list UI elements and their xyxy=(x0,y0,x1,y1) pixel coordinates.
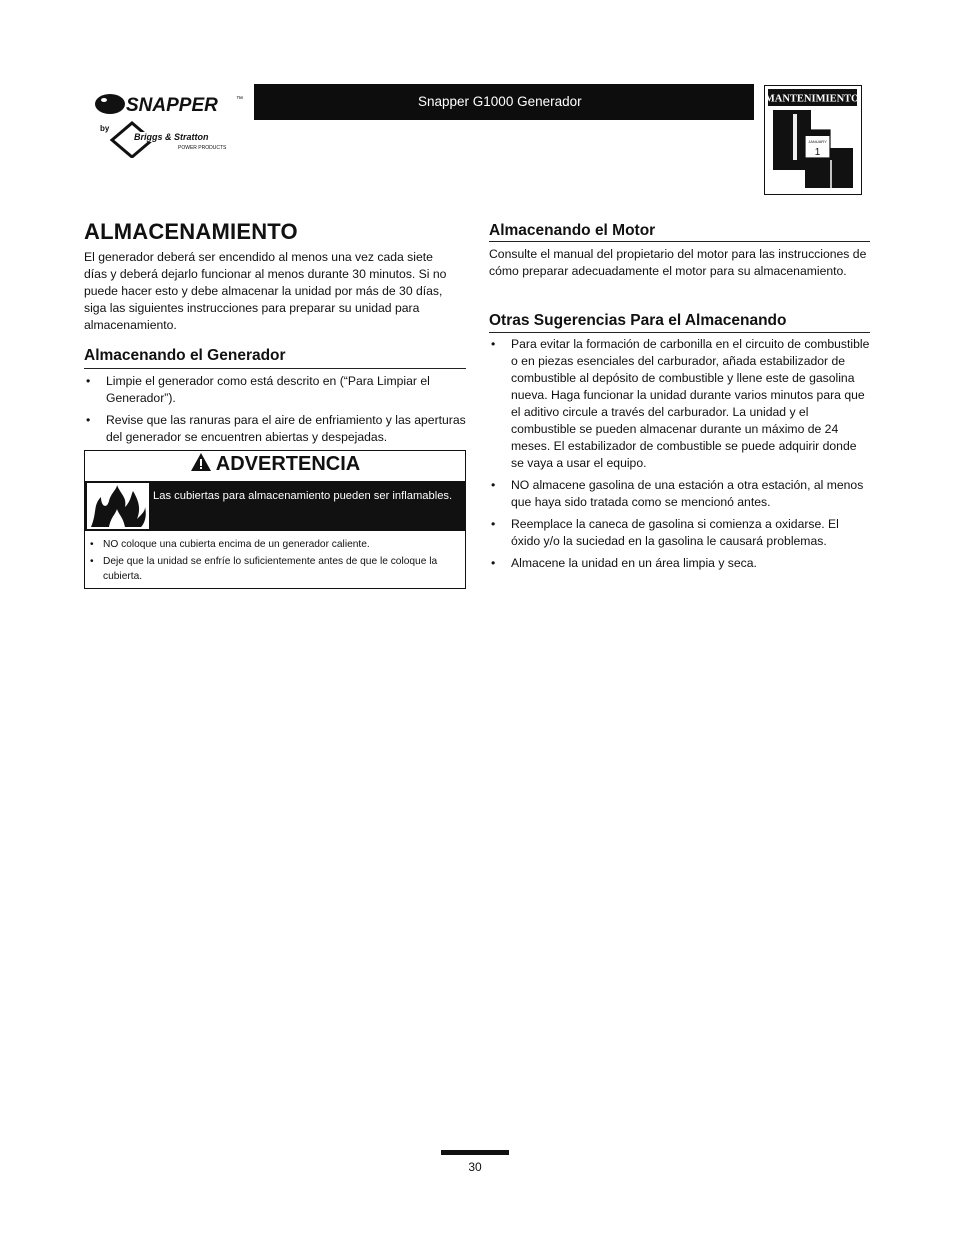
brand-text: SNAPPER xyxy=(126,95,218,116)
section-title: ALMACENAMIENTO xyxy=(84,219,298,244)
tips-list xyxy=(489,336,870,577)
warning-triangle-icon xyxy=(190,452,212,472)
svg-text:POWER PRODUCTS: POWER PRODUCTS xyxy=(178,145,227,151)
generator-heading: Almacenando el Generador xyxy=(84,347,286,364)
snapper-logo xyxy=(90,88,250,158)
motor-paragraph: Consulte el manual del propietario del motor para las instrucciones de cómo preparar adecuadamente el motor para su almacenamiento. xyxy=(489,247,867,278)
page-number: 30 xyxy=(468,1160,482,1174)
warning-box xyxy=(84,450,466,589)
list-item: • Limpie el generador como está descrito en (“Para Limpiar el Generador”). xyxy=(84,373,466,407)
tips-heading: Otras Sugerencias Para el Almacenando xyxy=(489,312,787,329)
list-item: • Para evitar la formación de carbonilla en el circuito de combustible o en piezas esenciales del carburador, añada estabilizador de combustible al depósito de combustible y llene este de gasolina nueva. Haga funcionar la unidad durante varios minutos para que el aditivo circule a través del carburador. La unidad y el combustible se pueden almacenar durante un máximo de 24 meses. El estabilizador de combustible se puede adquirir donde se vaya a usar el equipo. xyxy=(489,336,870,472)
partner-text: Briggs & Stratton xyxy=(134,132,209,142)
svg-text:1: 1 xyxy=(814,147,821,158)
intro-paragraph: El generador deberá ser encendido al menos una vez cada siete días y deberá dejarlo funcionar al menos durante 30 minutos. Si no puede hacer esto y debe almacenar la unidad por más de 30 días, siga las siguientes instrucciones para preparar su unidad para almacenamiento. xyxy=(84,250,447,332)
list-item: • NO almacene gasolina de una estación a otra estación, al menos que haya sido tratada como se mencionó antes. xyxy=(489,477,870,511)
tips-heading-rule xyxy=(489,332,870,333)
svg-text:™: ™ xyxy=(236,96,243,103)
header-bar xyxy=(254,84,754,120)
hazard-text: Las cubiertas para almacenamiento pueden ser inflamables. xyxy=(153,490,453,502)
list-item: • NO coloque una cubierta encima de un generador caliente. xyxy=(89,537,457,552)
warning-list xyxy=(89,537,457,586)
svg-text:by: by xyxy=(100,124,110,133)
page-number-bar xyxy=(441,1150,509,1155)
list-item: • Revise que las ranuras para el aire de enfriamiento y las aperturas del generador se encuentren abiertas y despejadas. xyxy=(84,412,466,446)
list-item: • Reemplace la caneca de gasolina si comienza a oxidarse. El óxido y/o la suciedad en la gasolina le causará problemas. xyxy=(489,516,870,550)
maintenance-label: MANTENIMIENTO xyxy=(765,93,860,105)
warning-title: ADVERTENCIA xyxy=(215,453,361,475)
hazard-panel xyxy=(85,481,465,531)
document-title: Snapper G1000 Generador xyxy=(418,94,582,109)
motor-heading: Almacenando el Motor xyxy=(489,222,656,239)
maintenance-badge xyxy=(764,85,862,195)
svg-text:JANUARY: JANUARY xyxy=(808,139,827,144)
warning-header xyxy=(85,451,465,481)
motor-heading-rule xyxy=(489,241,870,242)
list-item: • Deje que la unidad se enfríe lo suficientemente antes de que le coloque la cubierta. xyxy=(89,554,457,584)
generator-list xyxy=(84,373,466,451)
generator-heading-rule xyxy=(84,368,466,369)
list-item: • Almacene la unidad en un área limpia y seca. xyxy=(489,555,870,572)
fire-icon xyxy=(87,483,149,529)
